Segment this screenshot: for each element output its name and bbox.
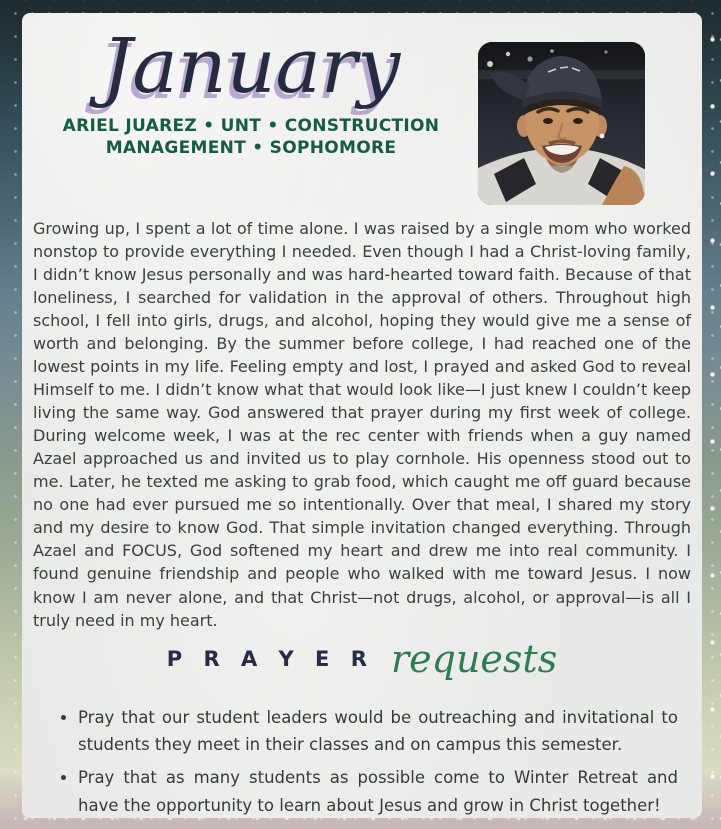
prayer-request-item: • Pray that our student leaders would be outreaching and invitational to students they meet in their classes and on campus this semester. bbox=[78, 704, 678, 759]
prayer-request-list bbox=[56, 704, 678, 818]
prayer-heading-script: requests bbox=[390, 636, 558, 681]
testimony-card bbox=[22, 13, 702, 818]
prayer-requests-heading bbox=[22, 636, 702, 698]
header bbox=[22, 13, 702, 207]
student-info-line1: ARIEL JUAREZ • UNT • CONSTRUCTION bbox=[62, 115, 440, 136]
month-title: January bbox=[101, 21, 401, 110]
earring bbox=[600, 134, 605, 139]
student-info-line2: MANAGEMENT • SOPHOMORE bbox=[105, 138, 397, 159]
prayer-heading-main: P R A Y E R bbox=[166, 646, 374, 671]
title-block bbox=[22, 21, 480, 160]
testimony-paragraph: Growing up, I spent a lot of time alone. I was raised by a single mom who worked nonstop to provide everything I needed. Even though I had a Christ-loving family, I didn’t know Jesus personally and was hard-hearted toward faith. Because of that loneliness, I searched for validation in the approval of others. Throughout high school, I fell into girls, drugs, and alcohol, hoping they would give me a sense of worth and belonging. By the summer before college, I had reached one of the lowest points in my life. Feeling empty and lost, I prayed and asked God to reveal Himself to me. I didn’t know what that would look like—I just knew I couldn’t keep living the same way. God answered that prayer during my first week of college. During welcome week, I was at the rec center with friends when a guy named Azael approached us and invited us to play cornhole. His openness stood out to me. Later, he texted me asking to grab food, which caught me off guard because no one had ever pursued me so intentionally. Over that meal, I shared my story and my desire to know God. That simple invitation changed everything. Through Azael and FOCUS, God softened my heart and drew me into real community. I found genuine friendship and people who walked with me toward Jesus. I now know I am never alone, and that Christ—not drugs, alcohol, or approval—is all I truly need in my heart. bbox=[33, 219, 691, 630]
student-photo bbox=[478, 42, 645, 205]
prayer-request-item: • Pray that as many students as possible come to Winter Retreat and have the opportunity to learn about Jesus and grow in Christ together! bbox=[78, 764, 678, 818]
student-info bbox=[22, 115, 480, 161]
